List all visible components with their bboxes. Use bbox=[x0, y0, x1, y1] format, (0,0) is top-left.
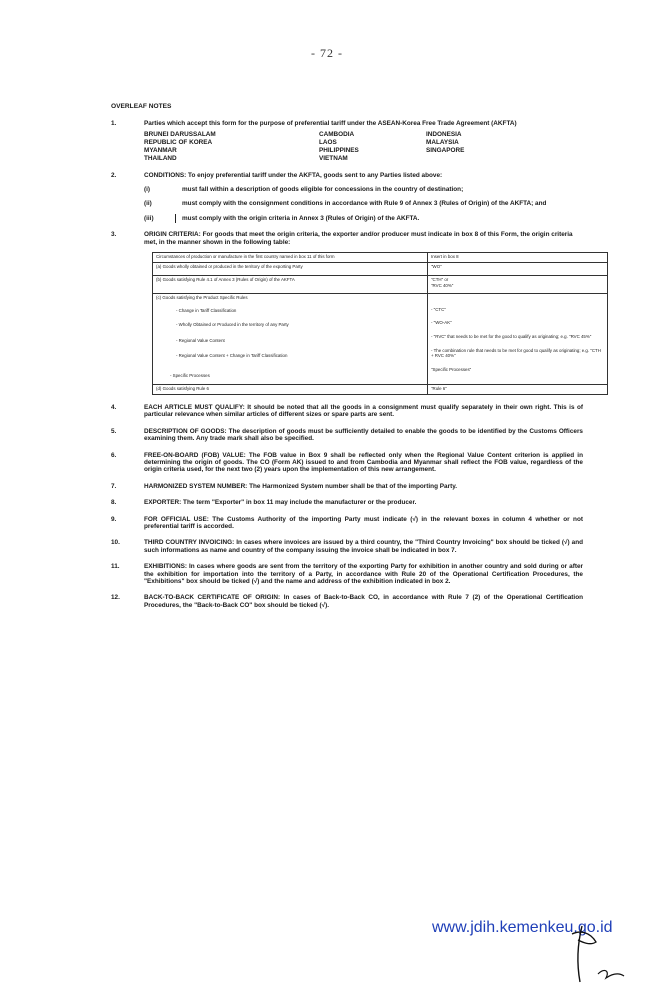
notes-content bbox=[111, 120, 601, 618]
note-text: EXPORTER: The term "Exporter" in box 11 may include the manufacturer or the producer. bbox=[144, 499, 417, 507]
table-cell-line: - The combination rule that needs to be met for good to qualify as originating; e.g. "CTH + RVC 40%" bbox=[431, 347, 601, 359]
note-text: Parties which accept this form for the purpose of preferential tariff under the ASEAN-Korea Free Trade Agreement (AKFTA) bbox=[144, 120, 517, 127]
signature-mark bbox=[560, 912, 632, 992]
margin-mark bbox=[175, 214, 176, 223]
table-cell-subline: - Specific Processes bbox=[170, 372, 210, 378]
table-header-cell: Insert in box 8 bbox=[428, 253, 608, 263]
note-text: FREE-ON-BOARD (FOB) VALUE: The FOB value in Box 9 shall be reflected only when the Regional Value Content criterion is applied in determining the origin of goods. The CO (Form AK) issued to and from Cambodia and Myanmar shall reflect the FOB value, regardless of the origin criteria used, for the next two (2) years upon the implementation of this new arrangement. bbox=[144, 451, 583, 474]
table-row bbox=[153, 385, 608, 395]
country: LAOS bbox=[319, 139, 337, 147]
table-cell: "Rule 6" bbox=[428, 385, 608, 395]
table-cell-line: "Specific Processes" bbox=[431, 366, 472, 372]
table-cell: (a) Goods wholly obtained or produced in the territory of the exporting Party bbox=[153, 262, 428, 276]
note-5 bbox=[111, 428, 583, 443]
table-cell: "WO" bbox=[428, 262, 608, 276]
condition-number: (ii) bbox=[144, 200, 152, 208]
country: PHILIPPINES bbox=[319, 147, 359, 154]
country-list bbox=[144, 131, 583, 162]
note-text: BACK-TO-BACK CERTIFICATE OF ORIGIN: In cases of Back-to-Back CO, in accordance with Rule 7 (2) of the Operational Certification Procedures, the "Back-to-Back CO" box should be ticked (√). bbox=[144, 594, 583, 609]
note-number: 5. bbox=[111, 427, 117, 435]
note-number: 2. bbox=[111, 171, 117, 179]
country: MYANMAR bbox=[144, 147, 177, 154]
note-11 bbox=[111, 563, 583, 585]
note-text: FOR OFFICIAL USE: The Customs Authority of the importing Party must indicate (√) in the relevant boxes in column 4 whether or not preferential tariff is accorded. bbox=[144, 515, 583, 531]
table-row bbox=[153, 253, 608, 263]
condition-text: must comply with the consignment conditions in accordance with Rule 9 of Annex 3 (Rules of Origin) of the AKFTA; and bbox=[182, 200, 547, 208]
note-7 bbox=[111, 483, 583, 490]
condition-text: must fall within a description of goods eligible for concessions in the country of destination; bbox=[182, 186, 464, 193]
note-number: 3. bbox=[111, 231, 117, 239]
table-cell-line: - "RVC" that needs to be met for the good to qualify as originating; e.g. "RVC 45%" bbox=[431, 334, 592, 339]
note-number: 11. bbox=[111, 563, 120, 571]
origin-criteria-table bbox=[152, 252, 608, 395]
country: SINGAPORE bbox=[426, 147, 465, 154]
country: INDONESIA bbox=[426, 131, 462, 139]
note-number: 10. bbox=[111, 539, 120, 547]
note-9 bbox=[111, 516, 583, 531]
table-cell: (d) Goods satisfying Rule 6 bbox=[153, 385, 428, 395]
country: CAMBODIA bbox=[319, 131, 355, 139]
note-number: 4. bbox=[111, 403, 117, 411]
condition-text: must comply with the origin criteria in Annex 3 (Rules of Origin) of the AKFTA. bbox=[182, 214, 420, 222]
note-number: 1. bbox=[111, 120, 117, 127]
table-header-cell: Circumstances of production or manufacture in the first country named in box 11 of this form bbox=[153, 253, 428, 263]
note-number: 12. bbox=[111, 594, 120, 602]
country: THAILAND bbox=[144, 154, 177, 162]
condition-item bbox=[144, 200, 583, 207]
table-cell-line: "CTH" or bbox=[431, 277, 449, 283]
note-4 bbox=[111, 404, 583, 419]
note-text: HARMONIZED SYSTEM NUMBER: The Harmonized System number shall be that of the importing Party. bbox=[144, 482, 458, 490]
table-row bbox=[153, 293, 608, 385]
note-text: EXHIBITIONS: In cases where goods are sent from the territory of the exporting Party for exhibition in another country and sold during or after the exhibition for importation into the territory of a Party, in accordance with Rule 20 of the Operational Certification Procedures, the "Exhibitions" box should be ticked (√) and the name and address of the exhibition indicated in box 2. bbox=[144, 563, 583, 586]
note-6 bbox=[111, 452, 583, 474]
country: MALAYSIA bbox=[426, 139, 459, 147]
note-12 bbox=[111, 594, 583, 609]
watermark-link[interactable]: www.jdih.kemenkeu.go.id bbox=[432, 919, 613, 936]
condition-number: (i) bbox=[144, 186, 151, 193]
table-cell-subline: - Change in Tariff Classification bbox=[176, 308, 237, 314]
condition-item bbox=[144, 186, 583, 193]
page-number: - 72 - bbox=[311, 46, 343, 60]
note-text: ORIGIN CRITERIA: For goods that meet the origin criteria, the exporter and/or producer must indicate in box 8 of this Form, the origin criteria met, in the manner shown in the following table: bbox=[144, 231, 573, 246]
note-text: CONDITIONS: To enjoy preferential tariff under the AKFTA, goods sent to any Parties listed above: bbox=[144, 171, 443, 179]
note-text: EACH ARTICLE MUST QUALIFY: It should be noted that all the goods in a consignment must qualify separately in their own right. This is of particular relevance when similar articles of different sizes or spare parts are sent. bbox=[144, 403, 583, 419]
note-number: 7. bbox=[111, 482, 117, 490]
table-cell-line: "RVC 40%" bbox=[431, 282, 454, 288]
table-cell-subline: - Regional Value Content + Change in Tariff Classification bbox=[176, 353, 288, 359]
table-cell-line: - "WO-AK" bbox=[431, 320, 452, 326]
table-cell-subline: - Regional Value Content bbox=[176, 337, 225, 343]
table-cell bbox=[153, 293, 428, 385]
table-row bbox=[153, 262, 608, 276]
note-1 bbox=[111, 120, 583, 163]
condition-number: (iii) bbox=[144, 214, 154, 222]
table-row bbox=[153, 276, 608, 294]
note-text: THIRD COUNTRY INVOICING: In cases where invoices are issued by a third country, the "Third Country Invoicing" box should be ticked (√) and such informations as name and country of the company issuing the invoice shall be indicated in box 7. bbox=[144, 539, 583, 554]
note-text: DESCRIPTION OF GOODS: The description of goods must be sufficiently detailed to enable the goods to be identified by the Customs Officers examining them. Any trade mark shall also be specified. bbox=[144, 427, 583, 443]
note-8 bbox=[111, 499, 583, 506]
table-cell: (b) Goods satisfying Rule 4.1 of Annex 3 (Rules of Origin) of the AKFTA bbox=[153, 276, 428, 294]
condition-item bbox=[144, 215, 583, 222]
country: VIETNAM bbox=[319, 154, 348, 162]
note-number: 6. bbox=[111, 451, 117, 459]
country bbox=[426, 155, 533, 163]
section-title: OVERLEAF NOTES bbox=[111, 103, 172, 110]
country: REPUBLIC OF KOREA bbox=[144, 139, 213, 147]
table-cell-subline: - Wholly Obtained or Produced in the territory of any Party bbox=[176, 322, 289, 327]
note-10 bbox=[111, 539, 583, 554]
table-cell bbox=[428, 276, 608, 294]
table-cell-line: - "CTC" bbox=[431, 306, 446, 312]
country: BRUNEI DARUSSALAM bbox=[144, 131, 216, 139]
table-cell-line: (c) Goods satisfying the Product Specific Rules bbox=[156, 294, 248, 300]
note-3 bbox=[111, 231, 601, 395]
table-cell bbox=[428, 293, 608, 385]
note-number: 9. bbox=[111, 515, 117, 523]
note-number: 8. bbox=[111, 499, 117, 507]
note-2 bbox=[111, 172, 583, 223]
